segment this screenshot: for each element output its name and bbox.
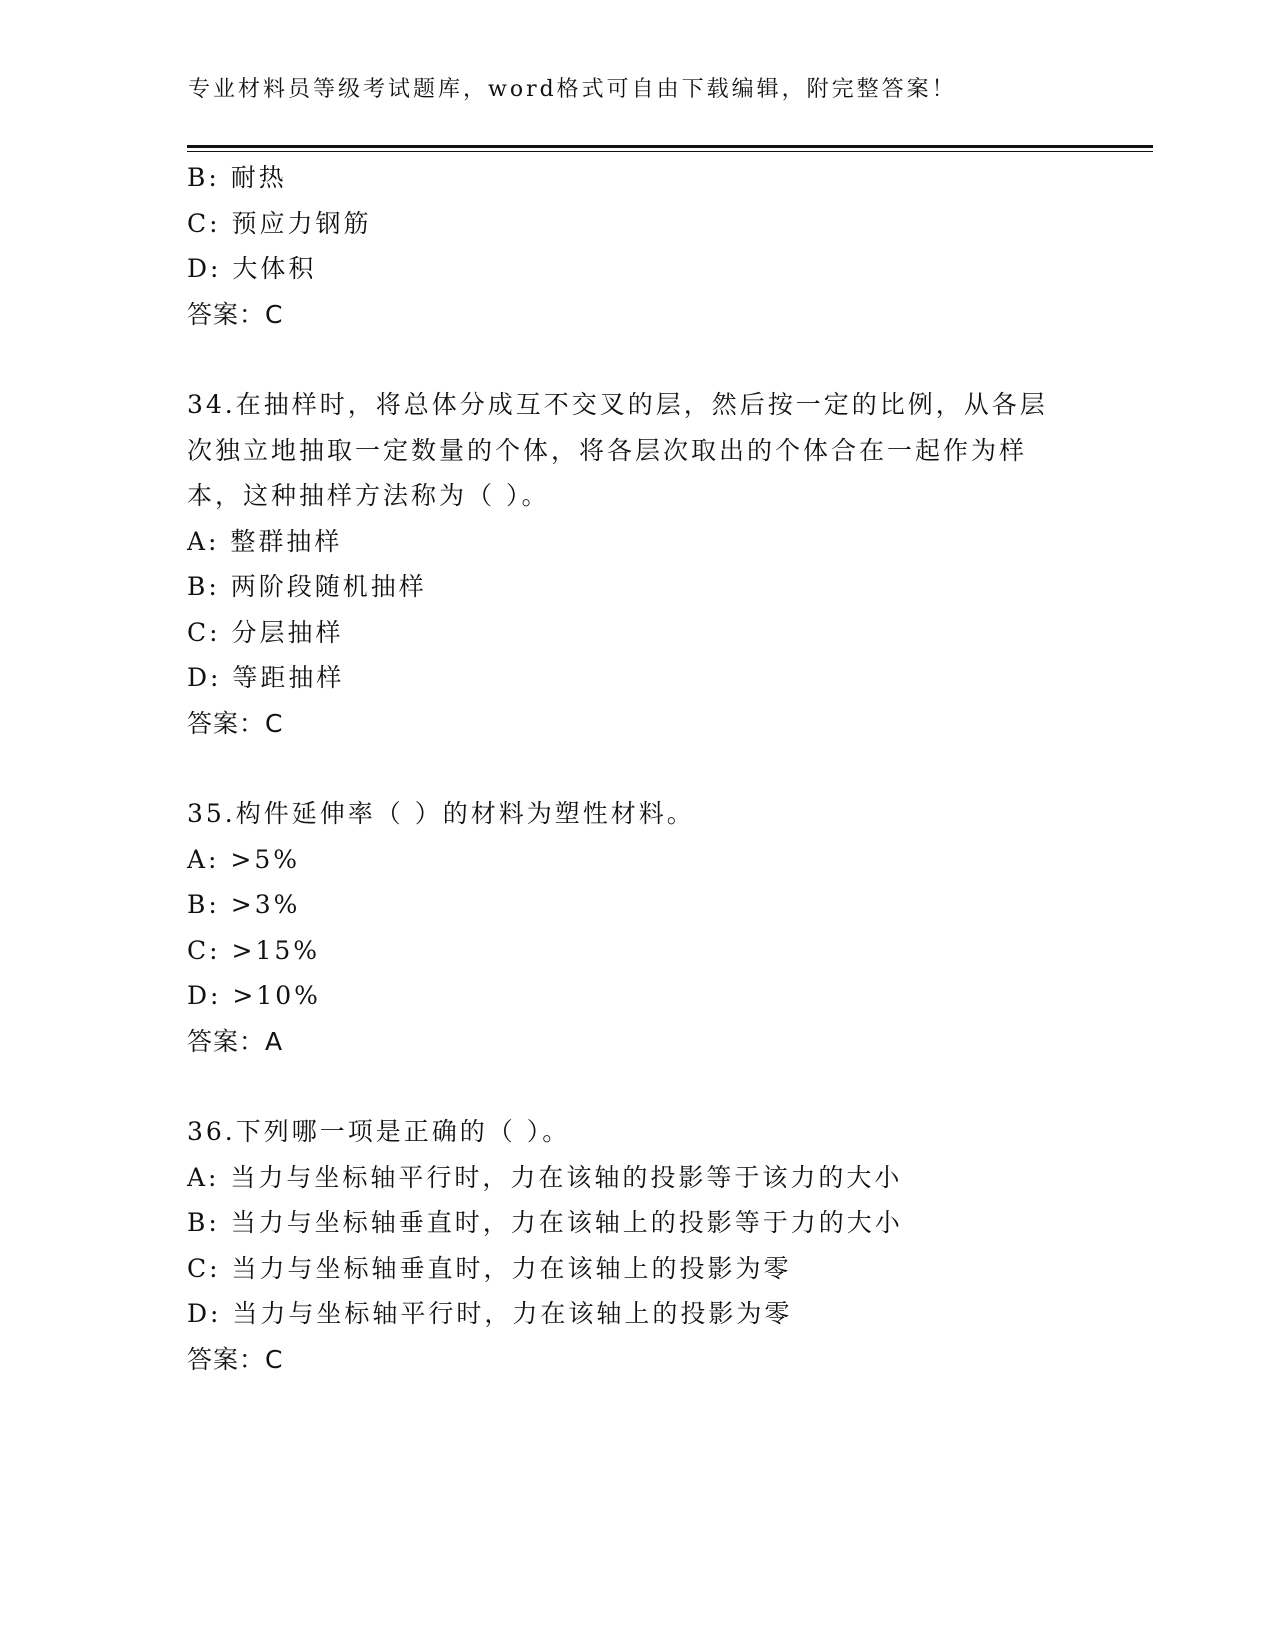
answer-line: 答案：C <box>187 1344 284 1374</box>
question-list <box>187 155 1127 1382</box>
option-c: C: 预应力钢筋 <box>187 208 372 238</box>
option-d: D: >10% <box>187 981 321 1010</box>
page-header: 专业材料员等级考试题库，word格式可自由下载编辑，附完整答案！ <box>188 77 957 102</box>
option-c: C: >15% <box>187 935 321 965</box>
option-c: C: 分层抽样 <box>187 617 344 647</box>
option-c: C: 当力与坐标轴垂直时，力在该轴上的投影为零 <box>187 1253 792 1283</box>
answer-line: 答案：C <box>187 708 284 738</box>
stem-line: 本，这种抽样方法称为（ ）。 <box>187 481 550 510</box>
answer-line: 答案：C <box>187 299 284 329</box>
option-a: A: 整群抽样 <box>187 526 343 556</box>
option-d: D: 当力与坐标轴平行时，力在该轴上的投影为零 <box>187 1299 793 1328</box>
stem-line: 34.在抽样时，将总体分成互不交叉的层，然后按一定的比例，从各层 <box>187 390 1048 419</box>
option-b: B: 两阶段随机抽样 <box>187 572 427 601</box>
option-d: D: 大体积 <box>187 254 317 283</box>
header-rule-thick <box>187 145 1153 148</box>
header-rule-thin <box>187 151 1153 152</box>
option-b: B: 耐热 <box>187 163 287 192</box>
question-35 <box>187 791 1127 1064</box>
stem-line: 次独立地抽取一定数量的个体，将各层次取出的个体合在一起作为样 <box>187 435 1028 465</box>
question-stem <box>187 382 1127 519</box>
question-36 <box>187 1109 1127 1382</box>
question-stem <box>187 1109 1127 1155</box>
stem-line: 36.下列哪一项是正确的（ ）。 <box>187 1117 571 1146</box>
continued-question <box>187 155 1127 337</box>
stem-line: 35.构件延伸率（ ）的材料为塑性材料。 <box>187 799 695 828</box>
option-a: A: >5% <box>187 844 301 874</box>
option-b: B: >3% <box>187 890 301 919</box>
question-stem <box>187 791 1127 837</box>
answer-line: 答案：A <box>187 1026 284 1056</box>
option-b: B: 当力与坐标轴垂直时，力在该轴上的投影等于力的大小 <box>187 1208 903 1237</box>
question-34 <box>187 382 1127 746</box>
option-a: A: 当力与坐标轴平行时，力在该轴的投影等于该力的大小 <box>187 1162 903 1192</box>
option-d: D: 等距抽样 <box>187 663 345 692</box>
